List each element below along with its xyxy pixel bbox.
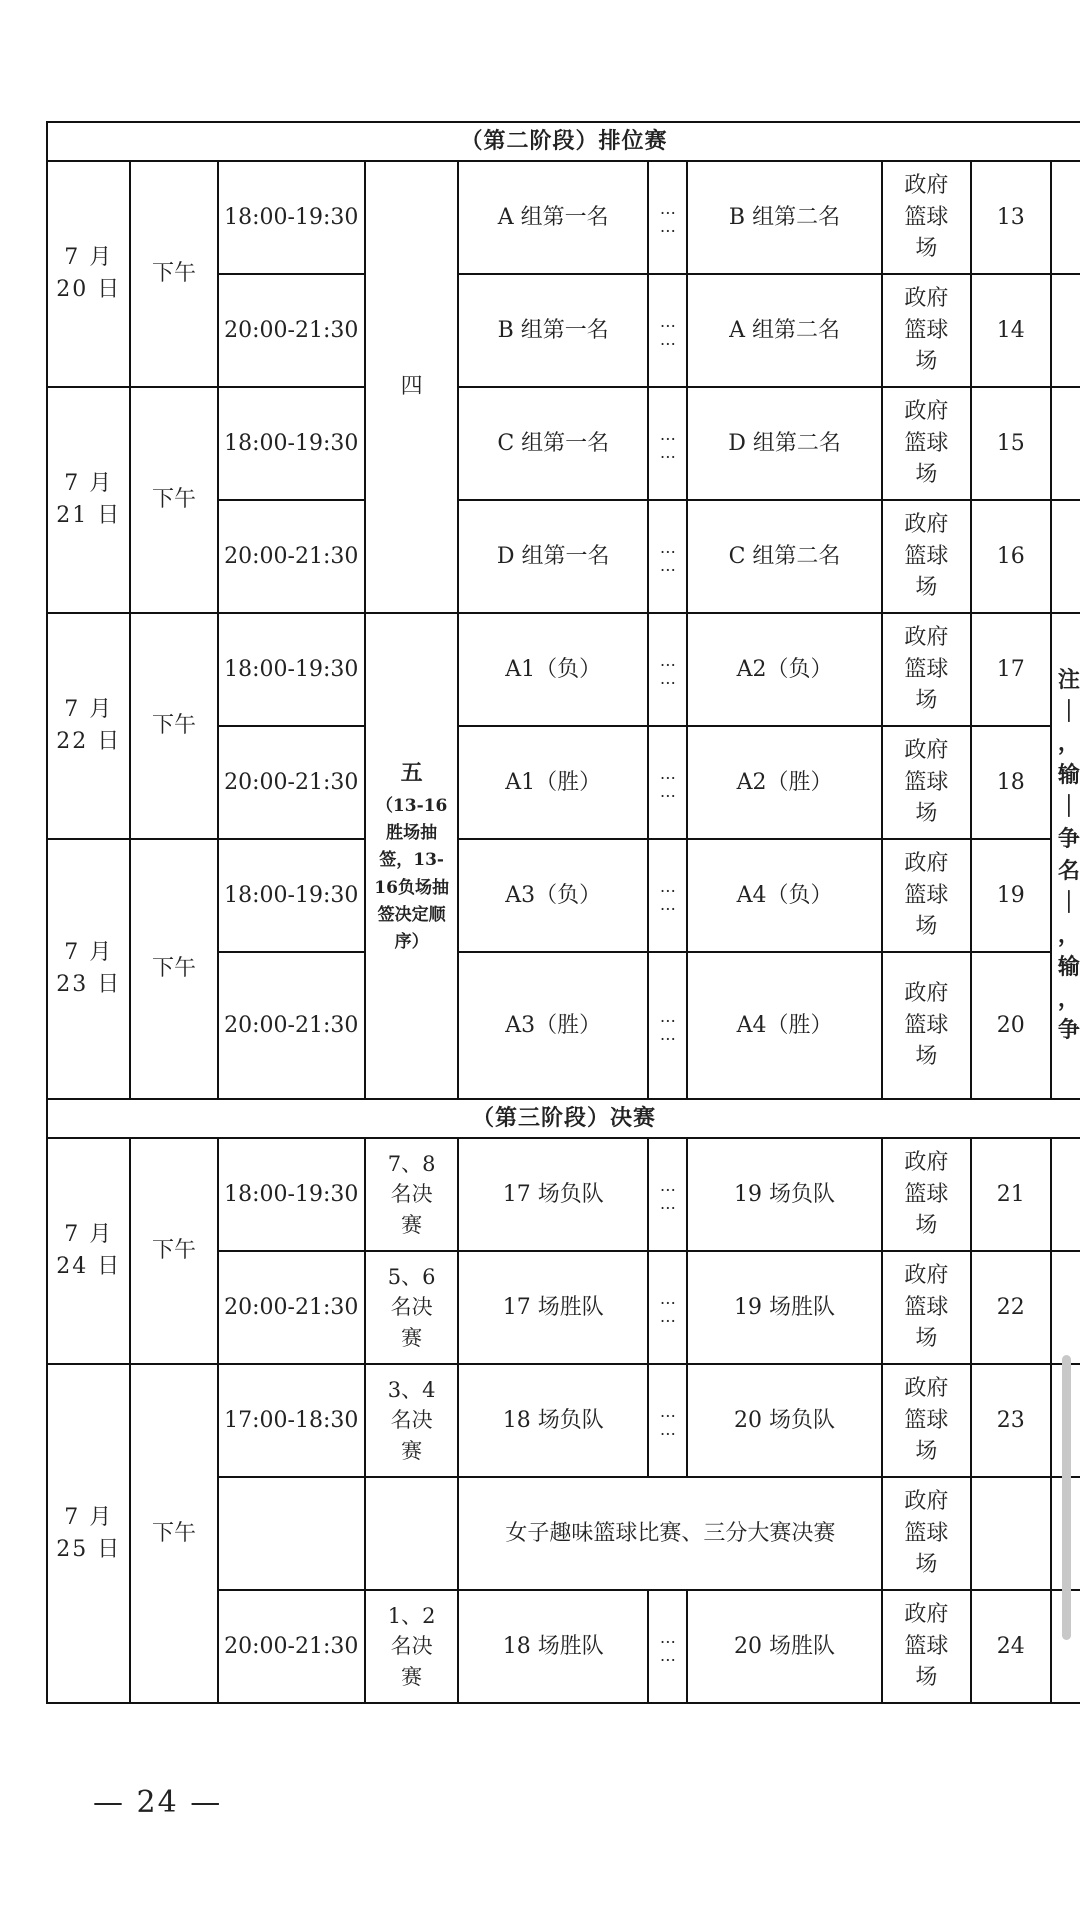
game-number-cell: 20 — [971, 952, 1051, 1099]
notes-fragment: 注 ｜ ， 输 ｜ 争 名 ｜ ， 输 ， 争 — [1057, 666, 1080, 1044]
section-header-row — [47, 1099, 1080, 1138]
time-cell — [218, 1477, 365, 1590]
date-day: 24 日 — [56, 1254, 122, 1279]
time-cell: 20:00-21:30 — [218, 952, 365, 1099]
vs-cell: … … — [648, 1138, 687, 1251]
home-team-cell: A1（胜） — [458, 726, 648, 839]
date-month: 7 月 — [64, 697, 114, 723]
venue-cell: 政府 篮球 场 — [882, 726, 970, 839]
period-cell: 下午 — [130, 613, 217, 839]
table-row — [47, 387, 1080, 500]
vs-cell: … … — [648, 613, 687, 726]
venue-cell: 政府 篮球 场 — [882, 1590, 970, 1703]
table-row — [47, 161, 1080, 274]
away-team-cell: 19 场负队 — [687, 1138, 883, 1251]
away-team-cell: A2（负） — [687, 613, 883, 726]
time-cell: 20:00-21:30 — [218, 1251, 365, 1364]
vs-cell: … … — [648, 839, 687, 952]
special-event-cell: 女子趣味篮球比赛、三分大赛决赛 — [458, 1477, 882, 1590]
time-cell: 18:00-19:30 — [218, 387, 365, 500]
time-cell: 20:00-21:30 — [218, 500, 365, 613]
away-team-cell: 19 场胜队 — [687, 1251, 883, 1364]
round-cell: 1、2 名决 赛 — [365, 1590, 459, 1703]
date-cell — [47, 387, 130, 613]
vs-cell: … … — [648, 387, 687, 500]
venue-cell: 政府 篮球 场 — [882, 1477, 970, 1590]
home-team-cell: A1（负） — [458, 613, 648, 726]
vs-cell: … … — [648, 161, 687, 274]
time-cell: 20:00-21:30 — [218, 274, 365, 387]
time-cell: 18:00-19:30 — [218, 613, 365, 726]
home-team-cell: C 组第一名 — [458, 387, 648, 500]
away-team-cell: A 组第二名 — [687, 274, 883, 387]
time-cell: 18:00-19:30 — [218, 161, 365, 274]
date-day: 21 日 — [56, 503, 122, 528]
date-month: 7 月 — [64, 245, 114, 271]
period-cell: 下午 — [130, 839, 217, 1099]
time-cell: 17:00-18:30 — [218, 1364, 365, 1477]
venue-cell: 政府 篮球 场 — [882, 1138, 970, 1251]
venue-cell: 政府 篮球 场 — [882, 500, 970, 613]
game-number-cell: 21 — [971, 1138, 1051, 1251]
round-cell: 3、4 名决 赛 — [365, 1364, 459, 1477]
venue-cell: 政府 篮球 场 — [882, 1364, 970, 1477]
table-row — [47, 1138, 1080, 1251]
vertical-scrollbar[interactable] — [1062, 1355, 1071, 1640]
time-cell: 18:00-19:30 — [218, 1138, 365, 1251]
date-month: 7 月 — [64, 471, 114, 497]
date-cell — [47, 839, 130, 1099]
venue-cell: 政府 篮球 场 — [882, 839, 970, 952]
time-cell: 20:00-21:30 — [218, 726, 365, 839]
away-team-cell: 20 场胜队 — [687, 1590, 883, 1703]
table-row — [47, 1364, 1080, 1477]
date-day: 23 日 — [56, 972, 122, 997]
date-month: 7 月 — [64, 1504, 114, 1530]
round-cell: 5、6 名决 赛 — [365, 1251, 459, 1364]
period-cell: 下午 — [130, 387, 217, 613]
home-team-cell: A3（负） — [458, 839, 648, 952]
round-note: （13-16胜场抽签，13-16负场抽签决定顺序） — [374, 796, 449, 952]
game-number-cell: 17 — [971, 613, 1051, 726]
time-cell: 20:00-21:30 — [218, 1590, 365, 1703]
home-team-cell: 18 场胜队 — [458, 1590, 648, 1703]
vs-cell: … … — [648, 1251, 687, 1364]
venue-cell: 政府 篮球 场 — [882, 952, 970, 1099]
away-team-cell: A4（负） — [687, 839, 883, 952]
away-team-cell: A4（胜） — [687, 952, 883, 1099]
date-day: 25 日 — [56, 1536, 122, 1562]
section-header-row — [47, 122, 1080, 161]
section-title-stage3: （第三阶段）决赛 — [47, 1099, 1080, 1138]
home-team-cell: 18 场负队 — [458, 1364, 648, 1477]
game-number-cell: 14 — [971, 274, 1051, 387]
round-cell: 7、8 名决 赛 — [365, 1138, 459, 1251]
round-cell — [365, 613, 459, 1099]
home-team-cell: A3（胜） — [458, 952, 648, 1099]
game-number-cell: 13 — [971, 161, 1051, 274]
away-team-cell: B 组第二名 — [687, 161, 883, 274]
away-team-cell: D 组第二名 — [687, 387, 883, 500]
notes-cell — [1051, 274, 1080, 387]
date-day: 20 日 — [56, 277, 122, 302]
table-row — [47, 839, 1080, 952]
home-team-cell: 17 场负队 — [458, 1138, 648, 1251]
notes-cell — [1051, 1138, 1080, 1251]
round-cell: 四 — [365, 161, 459, 613]
home-team-cell: A 组第一名 — [458, 161, 648, 274]
date-cell — [47, 613, 130, 839]
period-cell: 下午 — [130, 1364, 217, 1703]
notes-cell — [1051, 1251, 1080, 1364]
vs-cell: … … — [648, 952, 687, 1099]
away-team-cell: C 组第二名 — [687, 500, 883, 613]
period-cell: 下午 — [130, 1138, 217, 1364]
vs-cell: … … — [648, 1364, 687, 1477]
vs-cell: … … — [648, 274, 687, 387]
venue-cell: 政府 篮球 场 — [882, 1251, 970, 1364]
notes-cell — [1051, 500, 1080, 613]
notes-cell — [1051, 613, 1080, 1099]
table-row — [47, 613, 1080, 726]
game-number-cell: 24 — [971, 1590, 1051, 1703]
game-number-cell — [971, 1477, 1051, 1590]
game-number-cell: 22 — [971, 1251, 1051, 1364]
date-cell — [47, 1364, 130, 1703]
vs-cell: … … — [648, 500, 687, 613]
time-cell: 18:00-19:30 — [218, 839, 365, 952]
date-day: 22 日 — [56, 729, 122, 754]
away-team-cell: 20 场负队 — [687, 1364, 883, 1477]
notes-cell — [1051, 161, 1080, 274]
game-number-cell: 19 — [971, 839, 1051, 952]
home-team-cell: B 组第一名 — [458, 274, 648, 387]
home-team-cell: 17 场胜队 — [458, 1251, 648, 1364]
away-team-cell: A2（胜） — [687, 726, 883, 839]
page-number: — 24 — — [93, 1785, 223, 1820]
venue-cell: 政府 篮球 场 — [882, 387, 970, 500]
date-month: 7 月 — [64, 1222, 114, 1248]
venue-cell: 政府 篮球 场 — [882, 274, 970, 387]
round-number: 五 — [400, 759, 423, 786]
venue-cell: 政府 篮球 场 — [882, 613, 970, 726]
venue-cell: 政府 篮球 场 — [882, 161, 970, 274]
date-cell — [47, 161, 130, 387]
vs-cell: … … — [648, 1590, 687, 1703]
game-number-cell: 16 — [971, 500, 1051, 613]
vs-cell: … … — [648, 726, 687, 839]
game-number-cell: 18 — [971, 726, 1051, 839]
notes-cell — [1051, 387, 1080, 500]
date-month: 7 月 — [64, 940, 114, 966]
game-number-cell: 23 — [971, 1364, 1051, 1477]
home-team-cell: D 组第一名 — [458, 500, 648, 613]
round-cell — [365, 1477, 459, 1590]
match-schedule-table — [46, 121, 1080, 1704]
date-cell — [47, 1138, 130, 1364]
period-cell: 下午 — [130, 161, 217, 387]
section-title-stage2: （第二阶段）排位赛 — [47, 122, 1080, 161]
game-number-cell: 15 — [971, 387, 1051, 500]
